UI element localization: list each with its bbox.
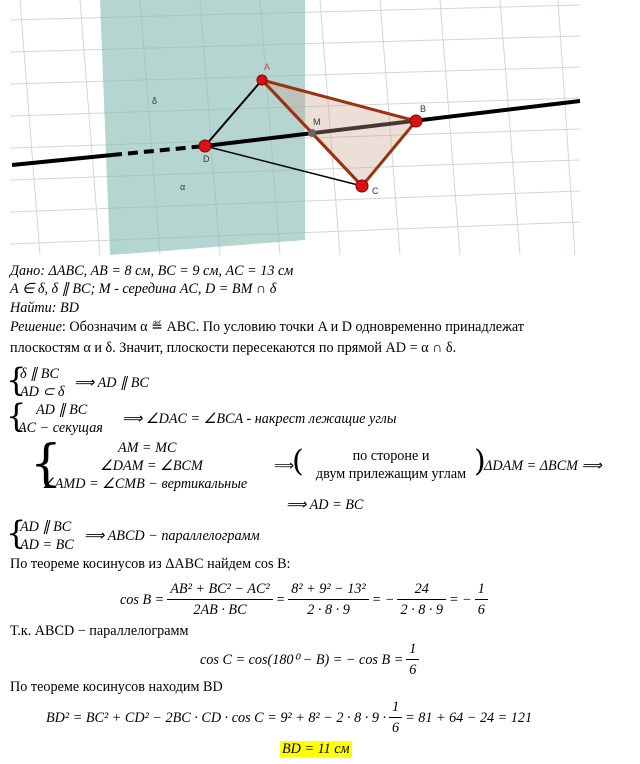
brace-2: { [6,397,27,435]
cosb-formula: cos B = $\frac{\text{AB² + BC² − AC²}}{2AB \cdot BC}$ = $\frac{\text{8² + 9² − 13²}}{2 \cdot 8 \cdot 9}$ = − $\frac{24}{2 \cdot 8 \cdot 9}$ = − $\frac{1}{6}$ [120,580,491,619]
bd-num: 1 [389,698,402,718]
cosb-f3-den: 2 · 8 · 9 [400,602,444,618]
cosc-formula [200,640,422,679]
cosc-fraction [406,640,419,679]
cosb-f2-num: 8² + 9² − 13² [288,580,368,600]
bd-tail: = 81 + 64 − 24 = 121 [405,709,533,726]
solution-label: Решение [10,319,62,335]
given-values: : ΔABC, AB = 8 см, BC = 9 см, AC = 13 см [40,263,294,279]
sys4-line-b: AD = BC [20,537,74,553]
sys4-result: ⟹ ABCD − параллелограмм [84,528,260,544]
brace-1: { [6,361,27,399]
sys3-arrow: ⟹ [274,458,295,474]
point-a [257,75,267,85]
point-m [308,129,316,137]
point-b [410,115,422,127]
solution-text-1: : Обозначим α ≝ ABC. По условию точки A и D одновременно принадлежат [61,319,525,335]
bd-expr: BD² = BC² + CD² − 2BC · CD · cos C = 9² + 8² − 2 · 8 · 9 · [46,709,387,726]
cosb-fraction-1 [167,580,272,619]
cosb-f1-den: 2AB · BC [193,602,247,618]
cosb-f2-den: 2 · 8 · 9 [307,602,350,618]
cosc-num: 1 [406,640,419,660]
sys1-line-a: δ ∥ BC [20,366,59,382]
given-line-2: A ∈ δ, δ ∥ BC; M - середина AC, D = BM ∩ δ [10,281,277,297]
sys3-line-a: AM = MC [118,440,177,456]
cosb-fraction-3 [397,580,446,619]
sys1-result: ⟹ AD ∥ BC [74,375,149,391]
sys2-result: ⟹ ∠DAC = ∠BCA - накрест лежащие углы [122,411,397,427]
sys1-line-b: AD ⊂ δ [20,384,65,400]
bd-fraction [389,698,402,737]
find-line [10,299,79,317]
bd-formula [46,698,532,737]
sys3-result: ΔDAM = ΔBCM ⟹ [484,458,602,474]
point-c [356,180,368,192]
label-m: M [313,117,321,127]
sys4-line-a: AD ∥ BC [20,519,72,535]
solution-line-1 [10,318,524,336]
paren-right: ) [474,444,486,479]
find-value: : BD [51,300,79,316]
answer-highlight: BD = 11 см [282,741,350,757]
cosb-lhs: cos B = [120,591,165,608]
label-d: D [203,154,210,164]
brace-3: { [30,434,62,492]
cosb-f3-num: 24 [397,580,446,600]
answer [280,740,352,758]
given-line-1 [10,262,293,280]
cos-theorem-intro: По теореме косинусов из ΔABC найдем cos B: [10,556,291,572]
cosb-fraction-2 [288,580,368,619]
sys3-result-2: ⟹ AD = BC [286,497,364,513]
cosb-f4-den: 6 [477,602,485,618]
sys3-line-b: ∠DAM = ∠BCM [100,458,203,474]
sys3-paren-line-a: по стороне и [352,448,430,464]
cosb-fraction-4 [475,580,488,619]
cosc-expr: cos C = cos(180⁰ − B) = − cos B = [200,651,404,668]
label-a: A [264,62,271,72]
point-d [199,140,211,152]
label-alpha: α [180,182,186,192]
cosb-f4-num: 1 [475,580,488,600]
bd-den: 6 [392,720,400,736]
given-label: Дано [10,263,41,279]
label-delta: δ [152,96,158,106]
bd-intro: По теореме косинусов находим BD [10,679,223,695]
label-c: C [372,186,379,196]
parallelogram-note: Т.к. ABCD − параллелограмм [10,623,189,639]
sys2-line-a: AD ∥ BC [36,402,88,418]
find-label: Найти [10,300,52,316]
brace-4: { [6,514,27,552]
sys2-line-b: AC − секущая [18,420,103,436]
sys3-line-c: ∠AMD = ∠CMB − вертикальные [42,476,248,492]
geometry-figure [0,0,640,262]
cosb-f1-num: AB² + BC² − AC² [167,580,272,600]
solution-line-2: плоскостям α и δ. Значит, плоскости пересекаются по прямой AD = α ∩ δ. [10,340,457,356]
cosc-den: 6 [409,662,417,678]
label-b: B [420,104,427,114]
delta-plane [100,0,305,255]
paren-left: ( [292,444,304,479]
sys3-paren-line-b: двум прилежащим углам [315,466,467,482]
